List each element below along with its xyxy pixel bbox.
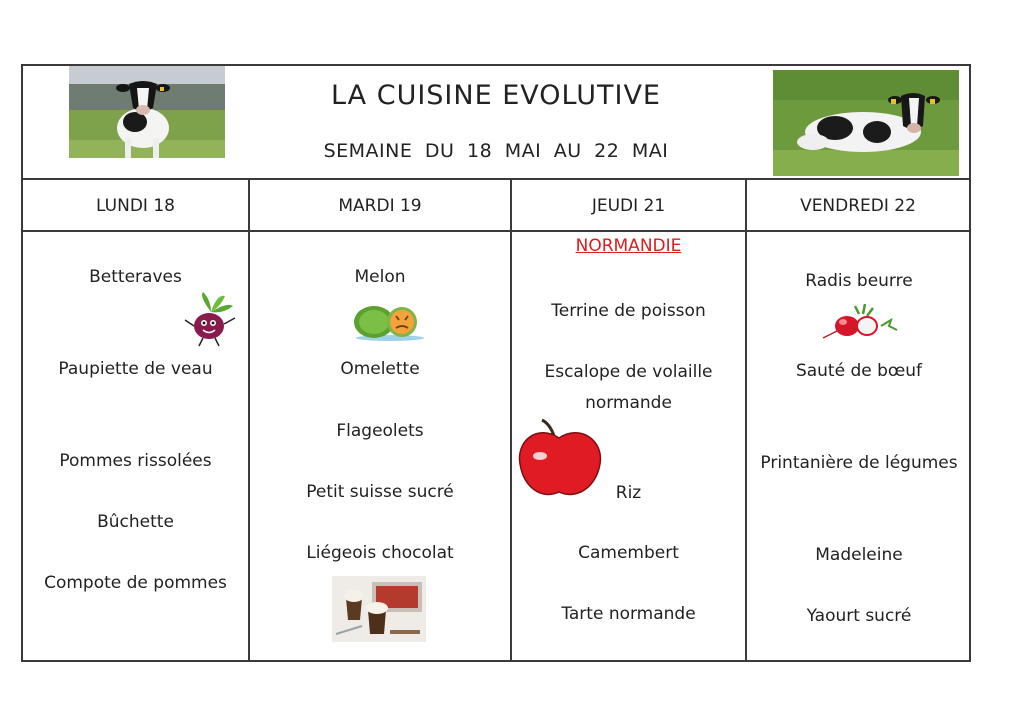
menu-item: Riz (615, 483, 642, 503)
menu-item: Printanière de légumes (760, 453, 958, 473)
menu-item: Camembert (578, 543, 679, 563)
day-header-row (23, 180, 969, 232)
menu-item: normande (585, 393, 672, 413)
day-header-mardi: MARDI 19 (338, 196, 422, 216)
liegeois-dessert-photo (332, 576, 426, 646)
menu-item: Radis beurre (805, 271, 913, 291)
menu-item: Sauté de bœuf (795, 361, 923, 381)
menu-item: Terrine de poisson (551, 301, 706, 321)
page-title: LA CUISINE EVOLUTIVE (331, 80, 661, 111)
day-header-jeudi: JEUDI 21 (591, 196, 666, 216)
menu-item: Melon (354, 267, 406, 287)
menu-item: Flageolets (336, 421, 424, 441)
day-header-vendredi: VENDREDI 22 (800, 196, 916, 216)
menu-item: Pommes rissolées (59, 451, 212, 471)
menu-item: Escalope de volaille (544, 362, 713, 382)
column-jeudi (512, 232, 745, 660)
column-lundi (23, 232, 248, 660)
column-mardi (250, 232, 510, 660)
menu-item: Paupiette de veau (58, 359, 213, 379)
region-label: NORMANDIE (575, 236, 682, 256)
day-header-lundi: LUNDI 18 (96, 196, 175, 216)
menu-item: Omelette (340, 359, 420, 379)
cow-photo-lying (773, 70, 959, 176)
melon-icon (350, 302, 426, 346)
menu-item: Compote de pommes (44, 573, 227, 593)
menu-item: Bûchette (97, 512, 174, 532)
menu-header (23, 66, 969, 180)
week-subtitle: SEMAINE DU 18 MAI AU 22 MAI (323, 140, 669, 162)
column-vendredi (747, 232, 971, 660)
menu-item: Liégeois chocolat (306, 543, 454, 563)
menu-item: Yaourt sucré (806, 606, 912, 626)
beetroot-icon (181, 290, 241, 354)
menu-item: Petit suisse sucré (306, 482, 454, 502)
menu-item: Tarte normande (561, 604, 696, 624)
radish-icon (819, 304, 903, 348)
menu-item: Betteraves (89, 267, 182, 287)
menu-sheet (21, 64, 971, 662)
menu-item: Madeleine (815, 545, 903, 565)
